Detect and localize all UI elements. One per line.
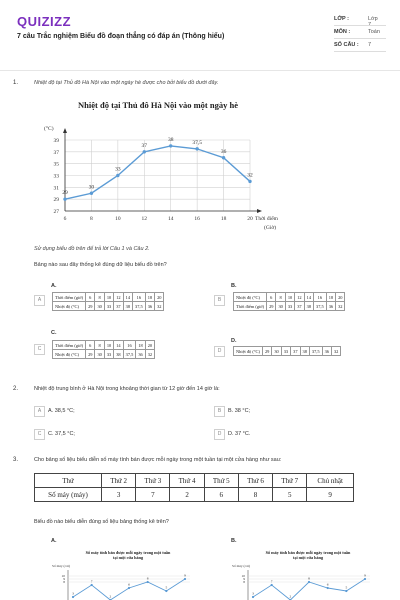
q3-option-a-chart[interactable] <box>50 548 200 600</box>
table-cell: 29 <box>262 347 271 356</box>
mini-data-label: 8 <box>308 576 310 581</box>
table-cell: 7 <box>136 488 170 502</box>
data-label: 29 <box>62 190 68 197</box>
mini-data-label: 3 <box>72 591 74 596</box>
table-cell: 8 <box>95 341 104 350</box>
meta-value-subject: Toán <box>368 29 380 35</box>
mini-data-label: 6 <box>128 582 130 587</box>
meta-value-class: Lớp 7 <box>368 16 378 28</box>
table-cell: 37 <box>114 302 123 311</box>
mini-data-label: 3 <box>252 591 254 596</box>
table-cell: 16 <box>123 341 136 350</box>
table-cell: 38 <box>300 347 309 356</box>
data-point <box>116 174 119 177</box>
option-c-select[interactable]: C <box>34 344 45 355</box>
chart-title: Nhiệt độ tại Thủ đô Hà Nội vào một ngày hè <box>78 100 238 110</box>
mini-data-label: 5 <box>345 585 348 590</box>
data-point <box>63 197 66 200</box>
meta-label-subject: MÔN : <box>334 29 351 35</box>
table-row <box>53 293 164 302</box>
table-cell: 8 <box>95 293 104 302</box>
mini-data-point <box>128 587 130 589</box>
table-cell: 29 <box>86 350 95 359</box>
x-tick-label: 14 <box>167 216 174 222</box>
table-cell: Thời điểm (giờ) <box>234 302 267 311</box>
option-a-table[interactable] <box>52 292 164 311</box>
y-tick-label: 29 <box>53 197 59 204</box>
data-point <box>222 156 225 159</box>
page-header <box>0 0 400 71</box>
computer-sales-table <box>34 473 354 502</box>
table-cell: 6 <box>204 488 238 502</box>
q3-a-chart-title-2: tại một cửa hàng <box>112 555 144 560</box>
table-cell: 32 <box>155 302 164 311</box>
table-cell: Thứ 3 <box>136 474 170 488</box>
table-cell: 18 <box>145 293 154 302</box>
table-cell: 3 <box>102 488 136 502</box>
chart-y-axis-label: (°C) <box>44 126 54 132</box>
q2-option-c-text[interactable]: C. 37,5 °C; <box>48 431 75 437</box>
mini-data-label: 2 <box>109 594 112 599</box>
table-cell: Nhiệt độ (°C) <box>234 347 263 356</box>
question-1-prompt: Bảng nào sau đây thống kê đúng dữ liệu biểu đồ trên? <box>34 262 167 268</box>
x-axis-arrow <box>257 209 262 213</box>
data-point <box>169 144 172 147</box>
table-cell: 12 <box>295 293 304 302</box>
table-cell: Nhiệt độ (°C) <box>53 350 86 359</box>
mini-data-point <box>271 584 273 586</box>
mini-data-point <box>147 581 149 583</box>
table-cell: 2 <box>170 488 204 502</box>
mini-data-label: 9 <box>184 573 186 578</box>
table-cell: 37 <box>295 302 304 311</box>
q2-option-a-text[interactable]: A. 38,5 °C; <box>48 408 75 414</box>
mini-y-tick: 9 <box>63 577 65 582</box>
table-row <box>53 350 155 359</box>
table-cell: Thứ 4 <box>170 474 204 488</box>
option-d-select[interactable]: D <box>214 346 225 357</box>
meta-box <box>334 16 380 55</box>
data-label: 37,5 <box>192 139 202 146</box>
data-point <box>90 192 93 195</box>
table-cell: 29 <box>86 302 95 311</box>
temperature-line-chart <box>40 94 340 239</box>
data-point <box>248 180 251 183</box>
y-tick-label: 31 <box>53 185 59 192</box>
table-cell: 20 <box>145 341 154 350</box>
q2-option-a-select[interactable]: A <box>34 406 45 417</box>
table-cell: 20 <box>155 293 164 302</box>
q3-a-chart-title-1: Số máy tính bán được mỗi ngày trong một tuần <box>85 550 171 555</box>
x-tick-label: 10 <box>115 216 121 222</box>
table-cell: Chủ nhật <box>307 474 354 488</box>
table-cell: 32 <box>145 350 154 359</box>
table-cell: 8 <box>276 293 285 302</box>
option-c-table[interactable] <box>52 340 155 359</box>
table-cell: 30 <box>95 302 104 311</box>
table-row <box>53 302 164 311</box>
table-cell: Số máy (máy) <box>35 488 102 502</box>
data-point <box>143 150 146 153</box>
q3-b-chart-title-2: tại một cửa hàng <box>292 555 324 560</box>
chart-x-axis-unit: (Giờ) <box>264 225 277 231</box>
mini-data-point <box>91 584 93 586</box>
table-cell: Thứ 7 <box>273 474 307 488</box>
mini-data-label: 5 <box>165 585 168 590</box>
q2-option-d-text[interactable]: D. 37 °C. <box>228 431 251 437</box>
question-2-text: Nhiệt độ trung bình ở Hà Nội trong khoảng thời gian từ 12 giờ đến 14 giờ là: <box>34 386 220 392</box>
question-1-note: Sử dụng biểu đồ trên để trả lời Câu 1 và Câu 2. <box>34 246 150 252</box>
chart-x-axis-label: Thời điểm <box>255 216 278 222</box>
q2-option-c-select[interactable]: C <box>34 429 45 440</box>
q3-b-chart-title-1: Số máy tính bán được mỗi ngày trong một tuần <box>265 550 351 555</box>
option-b-select[interactable]: B <box>214 295 225 306</box>
data-label: 38 <box>167 136 174 143</box>
table-cell: 30 <box>272 347 281 356</box>
mini-data-point <box>345 590 347 592</box>
data-label: 33 <box>115 166 121 173</box>
table-cell: 38 <box>304 302 313 311</box>
table-cell: Thời điểm (giờ) <box>53 293 86 302</box>
data-label: 30 <box>88 184 95 191</box>
option-c-label: C. <box>51 330 57 336</box>
table-cell: 20 <box>336 293 345 302</box>
table-cell: Nhiệt độ (°C) <box>53 302 86 311</box>
table-cell: 29 <box>267 302 276 311</box>
x-tick-label: 12 <box>141 216 148 222</box>
y-tick-label: 39 <box>53 138 59 144</box>
table-cell: 32 <box>331 347 340 356</box>
table-cell: 5 <box>273 488 307 502</box>
table-cell: Thứ 6 <box>238 474 272 488</box>
mini-y-tick: 10 <box>61 574 65 579</box>
table-cell: 9 <box>307 488 354 502</box>
mini-data-label: 2 <box>289 594 292 599</box>
table-cell: 37,5 <box>309 347 322 356</box>
table-cell: 37 <box>291 347 300 356</box>
mini-data-label: 8 <box>146 576 149 581</box>
table-cell: 36 <box>322 347 331 356</box>
table-cell: 10 <box>104 341 113 350</box>
table-cell: 16 <box>314 293 327 302</box>
question-1-number: 1. <box>13 80 19 86</box>
x-tick-label: 18 <box>220 216 227 222</box>
table-cell: 14 <box>304 293 313 302</box>
table-row <box>35 474 354 488</box>
table-cell: 38 <box>123 302 132 311</box>
y-tick-label: 33 <box>53 173 59 180</box>
data-label: 36 <box>220 148 227 155</box>
table-cell: 30 <box>95 350 104 359</box>
table-cell: Thời điểm (giờ) <box>53 341 86 350</box>
table-cell: 33 <box>104 350 113 359</box>
table-cell: 16 <box>133 293 146 302</box>
q2-option-b-text[interactable]: B. 38 °C; <box>228 408 251 414</box>
x-tick-label: 6 <box>63 216 67 222</box>
mini-data-label: 7 <box>90 579 93 584</box>
meta-label-count: SỐ CÂU : <box>334 42 359 48</box>
y-axis-arrow <box>63 128 67 133</box>
table-cell: 37,5 <box>133 302 146 311</box>
option-d-label: D. <box>231 338 237 344</box>
mini-data-point <box>364 578 366 580</box>
table-cell: Thứ <box>35 474 102 488</box>
question-2-number: 2. <box>13 386 19 392</box>
q3-b-y-label: Số máy (cái) <box>232 564 250 568</box>
table-cell: 6 <box>86 341 95 350</box>
table-row <box>234 347 341 356</box>
x-tick-label: 20 <box>247 216 253 222</box>
mini-data-label: 9 <box>364 573 366 578</box>
question-1-text: Nhiệt độ tại Thủ đô Hà Nội vào một ngày hè được cho bởi biểu đồ dưới đây. <box>34 80 219 86</box>
mini-data-point <box>165 590 167 592</box>
mini-y-tick: 8 <box>63 580 65 585</box>
table-cell: 33 <box>285 302 294 311</box>
option-a-select[interactable]: A <box>34 295 45 306</box>
table-cell: 30 <box>276 302 285 311</box>
q3-option-b-chart[interactable] <box>230 548 380 600</box>
table-cell: 6 <box>86 293 95 302</box>
data-label: 37 <box>141 142 148 149</box>
x-tick-label: 16 <box>194 216 200 222</box>
data-label: 32 <box>247 172 253 179</box>
y-tick-label: 35 <box>53 161 59 168</box>
option-a-label: A. <box>51 283 57 289</box>
mini-data-point <box>72 596 74 598</box>
q3-option-b-label: B. <box>231 538 237 544</box>
y-tick-label: 27 <box>53 209 59 215</box>
mini-y-tick: 9 <box>243 577 245 582</box>
table-cell: 10 <box>104 293 113 302</box>
table-row <box>234 293 345 302</box>
mini-data-point <box>252 596 254 598</box>
table-cell: 33 <box>104 302 113 311</box>
table-cell: 36 <box>136 350 145 359</box>
mini-y-tick: 8 <box>243 580 245 585</box>
table-cell: 36 <box>145 302 154 311</box>
mini-data-point <box>308 581 310 583</box>
table-cell: 14 <box>114 341 123 350</box>
table-cell: Thứ 2 <box>102 474 136 488</box>
table-cell: 33 <box>281 347 290 356</box>
mini-data-point <box>184 578 186 580</box>
question-3-text: Cho bảng số liệu biểu diễn số máy tính bán được mỗi ngày trong một tuần tại một cửa hàng như sau: <box>34 457 282 463</box>
data-point <box>195 147 198 150</box>
table-row <box>234 302 345 311</box>
table-cell: 18 <box>136 341 145 350</box>
table-row <box>35 488 354 502</box>
page-title: 7 câu Trắc nghiệm Biểu đồ đoạn thẳng có đáp án (Thông hiểu) <box>17 33 225 40</box>
y-tick-label: 37 <box>53 149 59 156</box>
table-cell: 32 <box>336 302 345 311</box>
q2-option-d-select[interactable]: D <box>214 429 225 440</box>
table-cell: Nhiệt độ (°C) <box>234 293 267 302</box>
option-b-table[interactable] <box>233 292 345 311</box>
mini-data-point <box>327 587 329 589</box>
table-cell: 38 <box>114 350 123 359</box>
table-cell: 36 <box>326 302 335 311</box>
mini-data-label: 6 <box>326 582 329 587</box>
q3-a-y-label: Số máy (cái) <box>52 564 70 568</box>
table-cell: 8 <box>238 488 272 502</box>
table-cell: 18 <box>326 293 335 302</box>
table-cell: Thứ 5 <box>204 474 238 488</box>
option-b-label: B. <box>231 283 237 289</box>
x-tick-label: 8 <box>90 216 93 222</box>
option-d-table[interactable] <box>233 346 341 356</box>
meta-value-count: 7 <box>368 42 372 48</box>
table-cell: 37,5 <box>123 350 136 359</box>
table-row <box>53 341 155 350</box>
mini-y-tick: 10 <box>241 574 245 579</box>
meta-label-class: LỚP : <box>334 16 349 22</box>
table-cell: 14 <box>123 293 132 302</box>
table-cell: 12 <box>114 293 123 302</box>
table-cell: 37,5 <box>314 302 327 311</box>
mini-data-label: 7 <box>270 579 273 584</box>
table-cell: 6 <box>267 293 276 302</box>
question-3-number: 3. <box>13 457 19 463</box>
q2-option-b-select[interactable]: B <box>214 406 225 417</box>
table-cell: 10 <box>285 293 294 302</box>
quizizz-logo: QUIZIZZ <box>17 14 72 29</box>
q3-option-a-label: A. <box>51 538 57 544</box>
question-3-prompt: Biểu đồ nào biểu diễn đúng số liệu bảng thống kê trên? <box>34 519 169 525</box>
